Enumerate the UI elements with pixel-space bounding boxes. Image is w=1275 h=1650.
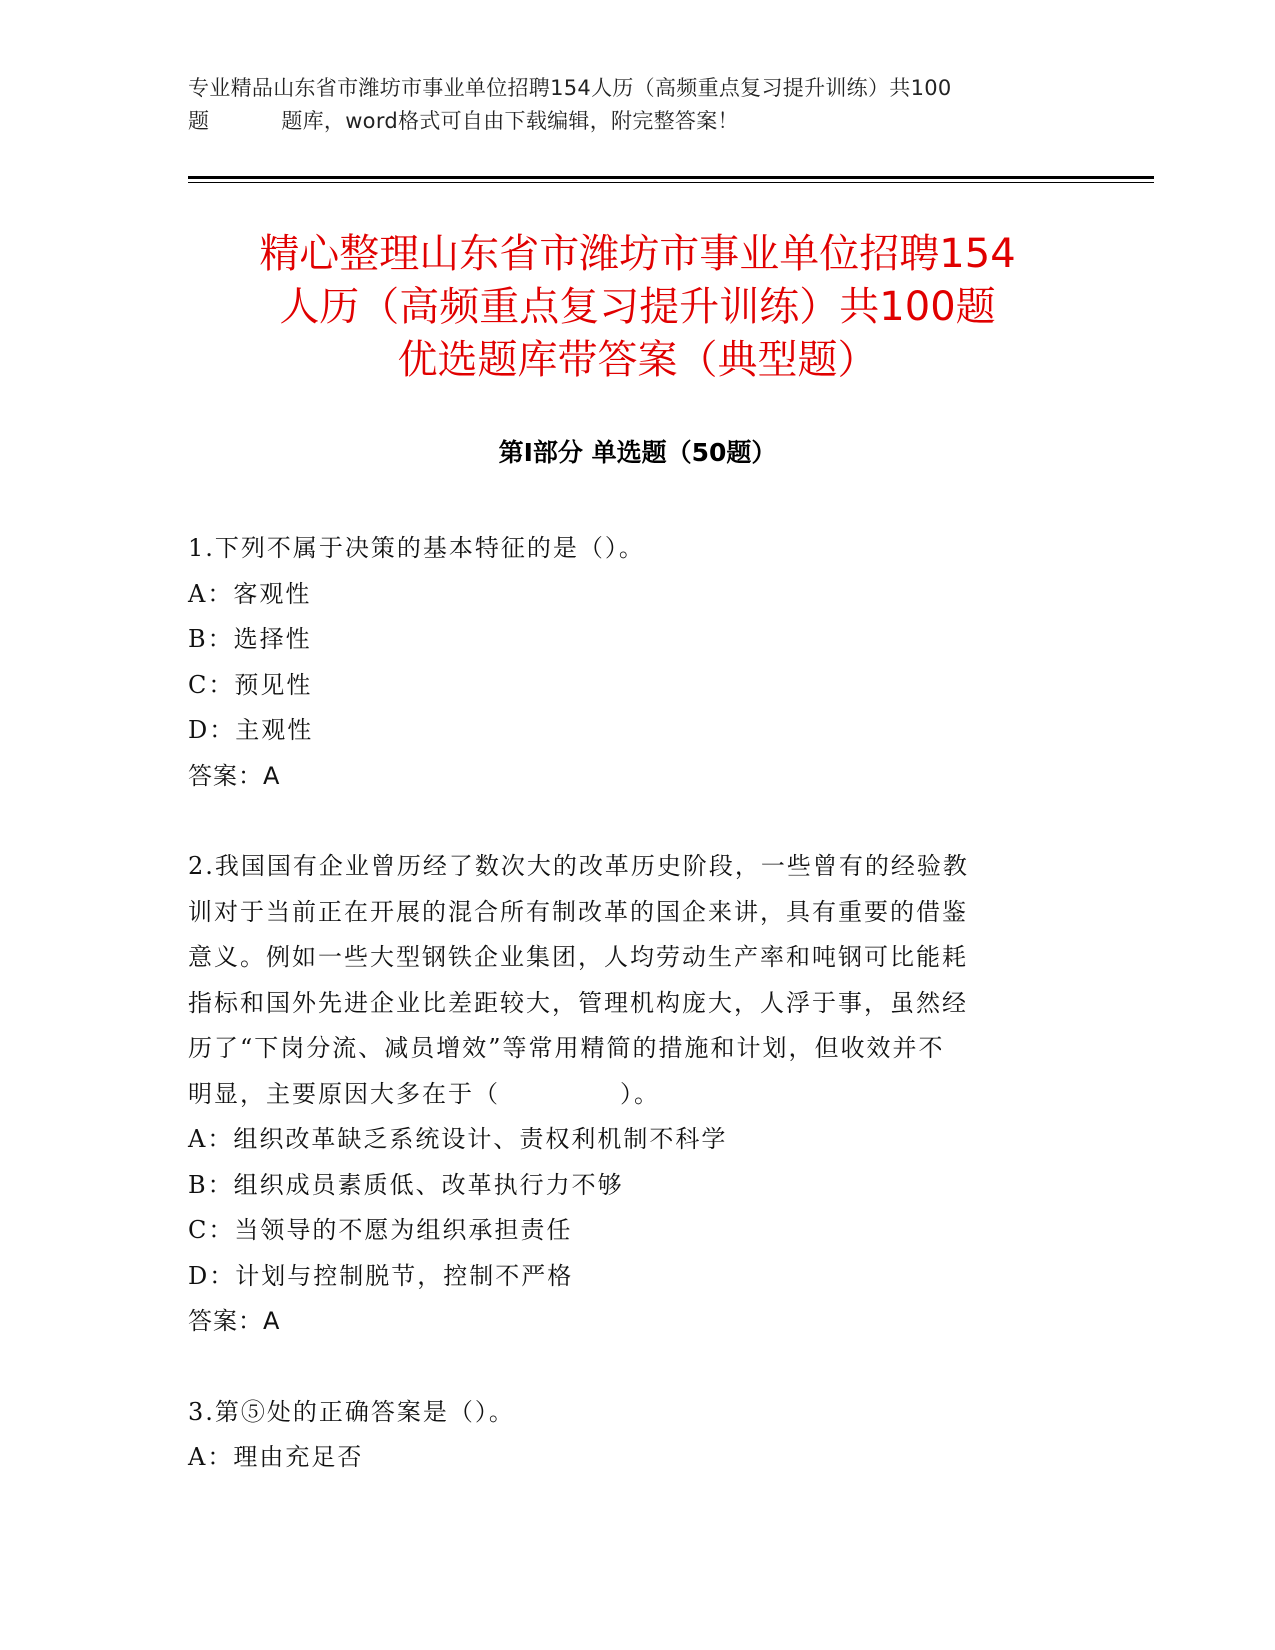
- document-title-line-1: 精心整理山东省市潍坊市事业单位招聘154: [259, 231, 1016, 277]
- header-divider-thick: [188, 176, 1154, 179]
- header-note-line-1: 专业精品山东省市潍坊市事业单位招聘154人历（高频重点复习提升训练）共100: [188, 76, 952, 100]
- question-2-option-b: B：组织成员素质低、改革执行力不够: [188, 1170, 624, 1199]
- question-1-option-b: B：选择性: [188, 625, 312, 653]
- question-2-stem-line-4: 指标和国外先进企业比差距较大，管理机构庞大，人浮于事，虽然经: [188, 988, 968, 1017]
- question-1-option-d: D：主观性: [188, 716, 314, 744]
- question-1-option-c: C：预见性: [188, 670, 313, 699]
- question-3-option-a: A：理由充足否: [188, 1443, 364, 1471]
- question-1-answer: 答案：A: [188, 761, 281, 790]
- question-2-option-d: D：计划与控制脱节，控制不严格: [188, 1261, 574, 1290]
- question-3-stem: 3.第⑤处的正确答案是（）。: [188, 1397, 515, 1426]
- question-1: [188, 526, 1068, 799]
- header-note: [188, 72, 1088, 138]
- document-title-line-3: 优选题库带答案（典型题）: [397, 337, 878, 383]
- header-note-line-2: [188, 105, 1088, 138]
- question-2-option-a: A：组织改革缺乏系统设计、责权利机制不科学: [188, 1125, 728, 1153]
- question-2-answer: 答案：A: [188, 1307, 281, 1335]
- question-2: [188, 844, 1068, 1345]
- header-divider-thin: [188, 182, 1154, 183]
- question-2-stem-line-5: 历了“下岗分流、减员增效”等常用精简的措施和计划，但收效并不: [188, 1034, 945, 1062]
- question-1-option-a: A：客观性: [188, 579, 312, 608]
- question-1-stem: 1.下列不属于决策的基本特征的是（）。: [188, 534, 645, 562]
- question-2-option-c: C：当领导的不愿为组织承担责任: [188, 1216, 573, 1244]
- document-title: [150, 228, 1125, 387]
- question-2-stem-line-1: 2.我国国有企业曾历经了数次大的改革历史阶段，一些曾有的经验教: [188, 852, 969, 880]
- header-note-line-2-rest: 题库，word格式可自由下载编辑，附完整答案！: [281, 109, 739, 133]
- question-2-stem-last-start: 明显，主要原因大多在于（: [188, 1079, 500, 1108]
- section-title: 第Ⅰ部分 单选题（50题）: [498, 438, 777, 467]
- question-3: [188, 1390, 1068, 1481]
- question-2-stem-line-2: 训对于当前正在开展的混合所有制改革的国企来讲，具有重要的借鉴: [188, 897, 968, 926]
- question-2-stem-last-end: ）。: [620, 1079, 660, 1108]
- question-list: [188, 526, 1068, 1481]
- header-note-line-2-start: 题: [188, 109, 210, 133]
- document-title-line-2: 人历（高频重点复习提升训练）共100题: [279, 284, 996, 330]
- question-2-stem-line-3: 意义。例如一些大型钢铁企业集团，人均劳动生产率和吨钢可比能耗: [188, 943, 968, 971]
- question-2-stem-line-6: [188, 1072, 1068, 1118]
